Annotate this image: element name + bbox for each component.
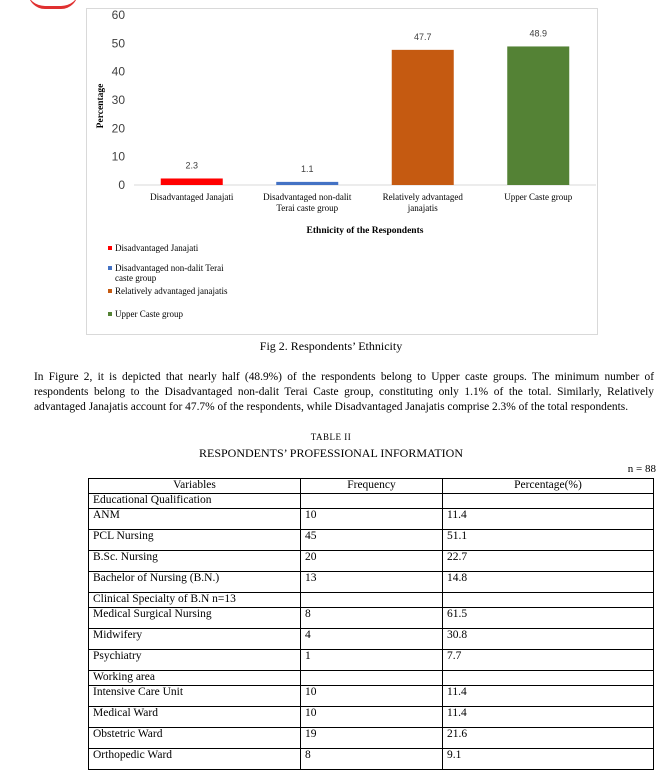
cell-variable: ANM [89, 509, 301, 530]
cell-variable: Medical Surgical Nursing [89, 608, 301, 629]
bar [161, 178, 223, 185]
table-row [89, 509, 654, 530]
cell-frequency: 13 [301, 572, 443, 593]
x-tick-label: Relatively advantaged [382, 192, 463, 202]
table-row [89, 728, 654, 749]
cell-frequency [301, 593, 443, 608]
x-tick-label: Disadvantaged non-dalit [263, 192, 352, 202]
cell-percentage: 61.5 [443, 608, 654, 629]
cell-percentage: 22.7 [443, 551, 654, 572]
x-tick-label: Upper Caste group [504, 192, 573, 202]
table-section-row [89, 593, 654, 608]
cell-variable: Midwifery [89, 629, 301, 650]
legend-swatch [108, 289, 112, 293]
table-row [89, 530, 654, 551]
cell-frequency: 19 [301, 728, 443, 749]
cell-percentage: 21.6 [443, 728, 654, 749]
legend-swatch [108, 246, 112, 250]
data-label: 1.1 [300, 163, 314, 174]
cell-variable: Psychiatry [89, 650, 301, 671]
professional-info-table [88, 478, 654, 770]
table-row [89, 551, 654, 572]
cell-variable: PCL Nursing [89, 530, 301, 551]
cell-variable: Bachelor of Nursing (B.N.) [89, 572, 301, 593]
legend-item [108, 263, 224, 283]
data-label: 48.9 [529, 28, 548, 39]
table-row [89, 572, 654, 593]
cell-frequency: 45 [301, 530, 443, 551]
table-header-row [89, 479, 654, 494]
cell-variable: Working area [89, 671, 301, 686]
cell-frequency: 4 [301, 629, 443, 650]
legend-item [108, 309, 183, 319]
decorative-arc [28, 0, 78, 9]
cell-frequency: 20 [301, 551, 443, 572]
cell-variable: Intensive Care Unit [89, 686, 301, 707]
cell-percentage: 9.1 [443, 749, 654, 770]
y-tick-label: 50 [111, 36, 125, 51]
cell-percentage [443, 593, 654, 608]
header-frequency: Frequency [301, 479, 443, 494]
body-paragraph: In Figure 2, it is depicted that nearly half (48.9%) of the respondents belong to Upper caste groups. The minimum number of respondents belong to the Disadvantaged non-dalit Terai Caste group, constituting only 1.1% of the total. Similarly, Relatively advantaged Janajatis account for 47.7% of the respondents, while Disadvantaged Janajatis comprise 2.3% of the total respondents. [34, 371, 654, 413]
cell-frequency: 8 [301, 749, 443, 770]
cell-variable: B.Sc. Nursing [89, 551, 301, 572]
cell-percentage [443, 494, 654, 509]
cell-variable: Medical Ward [89, 707, 301, 728]
cell-percentage: 30.8 [443, 629, 654, 650]
bar [392, 50, 454, 185]
y-axis-title: Percentage [96, 83, 106, 129]
cell-frequency: 10 [301, 509, 443, 530]
legend-swatch [108, 312, 112, 316]
table-section-row [89, 494, 654, 509]
legend-label: Disadvantaged Janajati [115, 243, 199, 253]
figure-caption: Fig 2. Respondents’ Ethnicity [259, 339, 403, 353]
cell-variable: Orthopedic Ward [89, 749, 301, 770]
legend-label: caste group [115, 273, 157, 283]
sample-size-note: n = 88 [627, 463, 656, 475]
legend-item [108, 243, 198, 253]
cell-frequency [301, 494, 443, 509]
x-tick-label: Disadvantaged Janajati [150, 192, 234, 202]
legend-label: Upper Caste group [115, 309, 183, 319]
cell-frequency: 8 [301, 608, 443, 629]
table-row [89, 686, 654, 707]
data-label: 2.3 [185, 160, 199, 171]
y-tick-label: 0 [118, 178, 125, 192]
cell-variable: Obstetric Ward [89, 728, 301, 749]
legend-label: Relatively advantaged janajatis [115, 286, 228, 296]
y-tick-label: 10 [111, 149, 125, 164]
data-label: 47.7 [413, 31, 432, 42]
table-section-row [89, 671, 654, 686]
cell-percentage: 11.4 [443, 509, 654, 530]
y-tick-label: 30 [111, 93, 125, 107]
bar [276, 182, 338, 185]
bar [507, 46, 569, 185]
table-row [89, 629, 654, 650]
cell-variable: Clinical Specialty of B.N n=13 [89, 593, 301, 608]
table-row [89, 608, 654, 629]
cell-frequency: 10 [301, 707, 443, 728]
cell-frequency [301, 671, 443, 686]
legend-label: Disadvantaged non-dalit Terai [115, 263, 224, 273]
table-title: RESPONDENTS’ PROFESSIONAL INFORMATION [198, 446, 464, 460]
table-row [89, 749, 654, 770]
cell-percentage: 51.1 [443, 530, 654, 551]
cell-frequency: 10 [301, 686, 443, 707]
x-tick-label: janajatis [407, 203, 438, 213]
cell-variable: Educational Qualification [89, 494, 301, 509]
cell-percentage: 11.4 [443, 686, 654, 707]
table-row [89, 650, 654, 671]
legend-swatch [108, 266, 112, 270]
x-tick-label: Terai caste group [276, 203, 339, 213]
header-percentage: Percentage(%) [443, 479, 654, 494]
y-tick-label: 60 [111, 8, 125, 22]
cell-frequency: 1 [301, 650, 443, 671]
cell-percentage: 14.8 [443, 572, 654, 593]
legend-item [108, 286, 227, 296]
x-axis-title: Ethnicity of the Respondents [306, 226, 424, 236]
cell-percentage: 7.7 [443, 650, 654, 671]
cell-percentage [443, 671, 654, 686]
y-tick-label: 40 [111, 64, 125, 79]
table-row [89, 707, 654, 728]
y-tick-label: 20 [111, 121, 125, 136]
cell-percentage: 11.4 [443, 707, 654, 728]
table-label: TABLE II [310, 432, 352, 442]
header-variables: Variables [89, 479, 301, 494]
